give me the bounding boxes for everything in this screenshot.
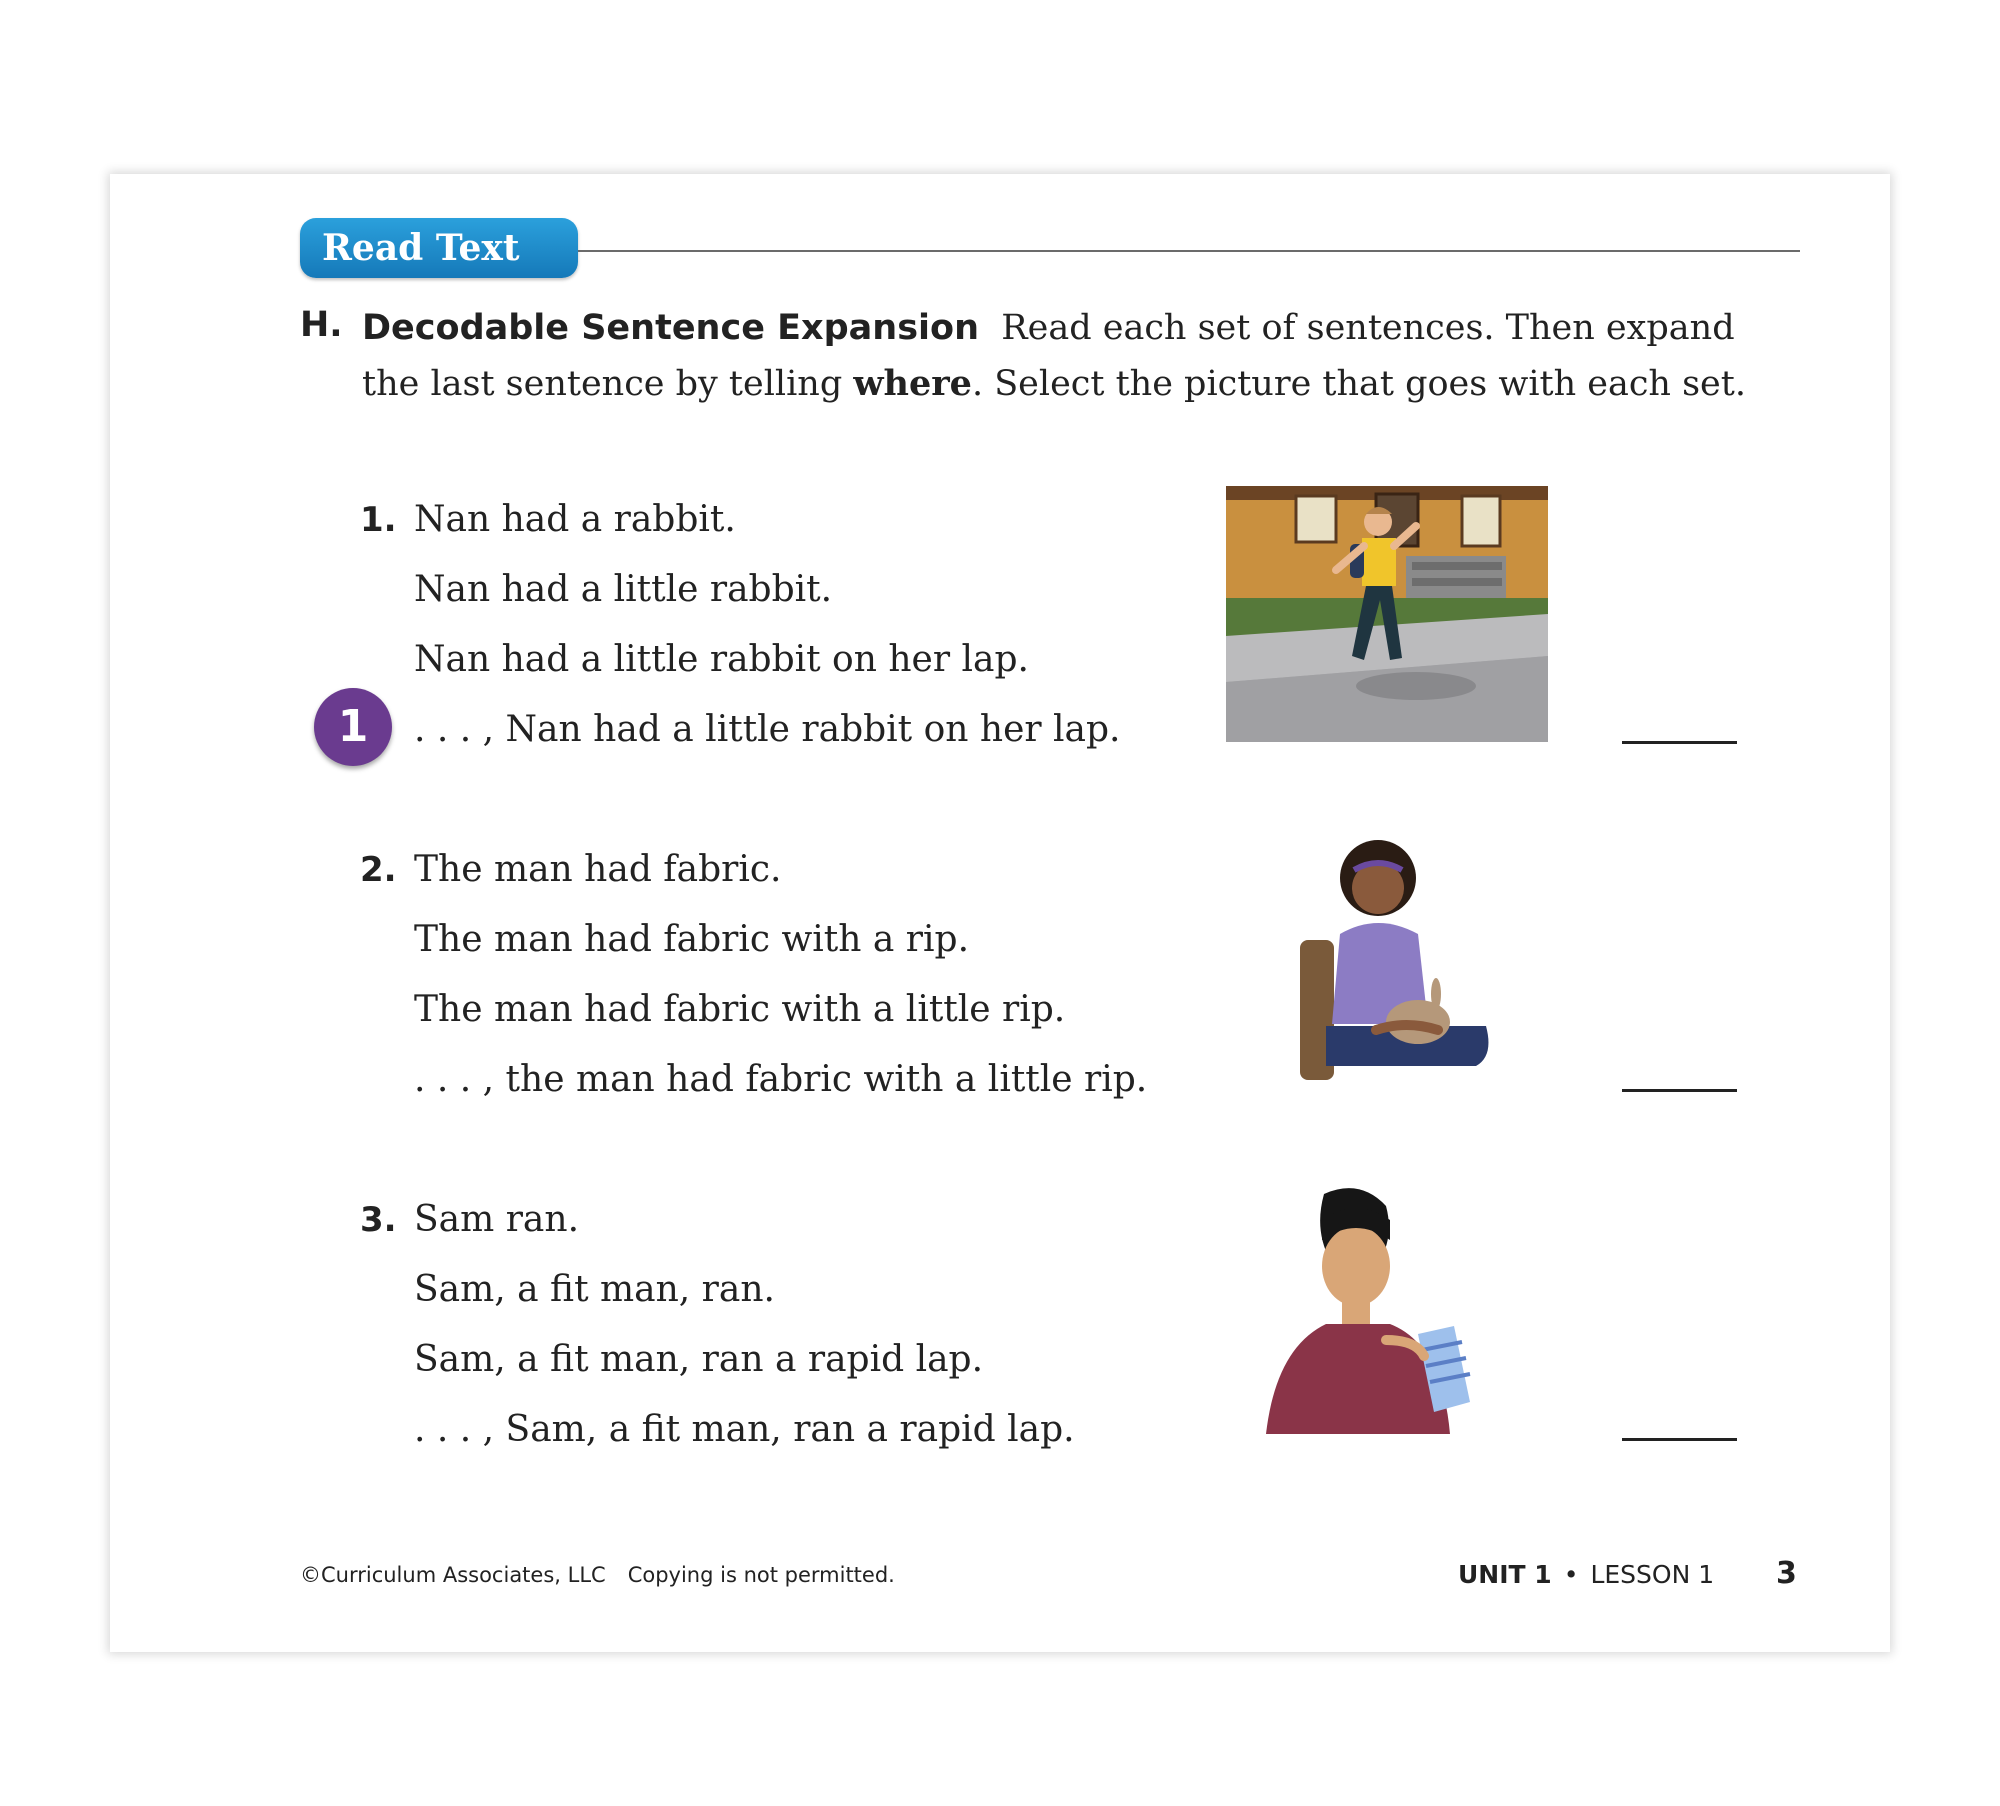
sentence-line: Nan had a little rabbit on her lap. [414,639,1029,680]
sentence-line: . . . , Sam, a fit man, ran a rapid lap. [414,1409,1075,1450]
instruction-text [362,300,1802,412]
sentence-line: Sam, a fit man, ran a rapid lap. [414,1339,984,1380]
sentence-line: Nan had a rabbit. [414,499,736,540]
item-number: 3. [360,1200,397,1240]
sentence-line: . . . , Nan had a little rabbit on her lap. [414,709,1121,750]
callout-marker-label: 1 [337,701,369,752]
page-number: 3 [1776,1556,1797,1591]
unit-label: UNIT 1 [1458,1560,1552,1589]
girl-with-rabbit-picture [1296,830,1496,1084]
item-number: 2. [360,850,397,890]
section-badge-label: Read Text [322,227,520,269]
sentence-line: The man had fabric with a little rip. [414,989,1066,1030]
sentence-line: Sam, a fit man, ran. [414,1269,775,1310]
answer-blank[interactable] [1622,1089,1737,1092]
footer-separator: • [1563,1560,1579,1589]
sentence-line: The man had fabric. [414,849,782,890]
answer-blank[interactable] [1622,741,1737,744]
copy-notice-text: Copying is not permitted. [627,1563,895,1587]
footer-unit-lesson [1458,1558,1714,1592]
copyright-text: ©Curriculum Associates, LLC [300,1563,606,1587]
sentence-line: . . . , the man had fabric with a little rip. [414,1059,1148,1100]
instruction-heading: Decodable Sentence Expansion [362,308,980,348]
instruction-body-2: . Select the picture that goes with each set. [971,364,1746,404]
running-boy-picture [1226,486,1548,742]
sentence-line: Nan had a little rabbit. [414,569,833,610]
footer-copyright [300,1560,895,1590]
lesson-label: LESSON 1 [1590,1560,1715,1589]
item-number: 1. [360,500,397,540]
answer-blank[interactable] [1622,1438,1737,1441]
header-rule [578,250,1800,252]
sentence-line: Sam ran. [414,1199,580,1240]
instruction-label: H. [300,305,343,345]
instruction-body-1: Read each set of sentences. Then expand the last sentence by telling [362,308,1735,404]
instruction-bold-word: where [853,363,972,404]
sentence-line: The man had fabric with a rip. [414,919,970,960]
man-with-fabric-picture [1246,1184,1486,1438]
